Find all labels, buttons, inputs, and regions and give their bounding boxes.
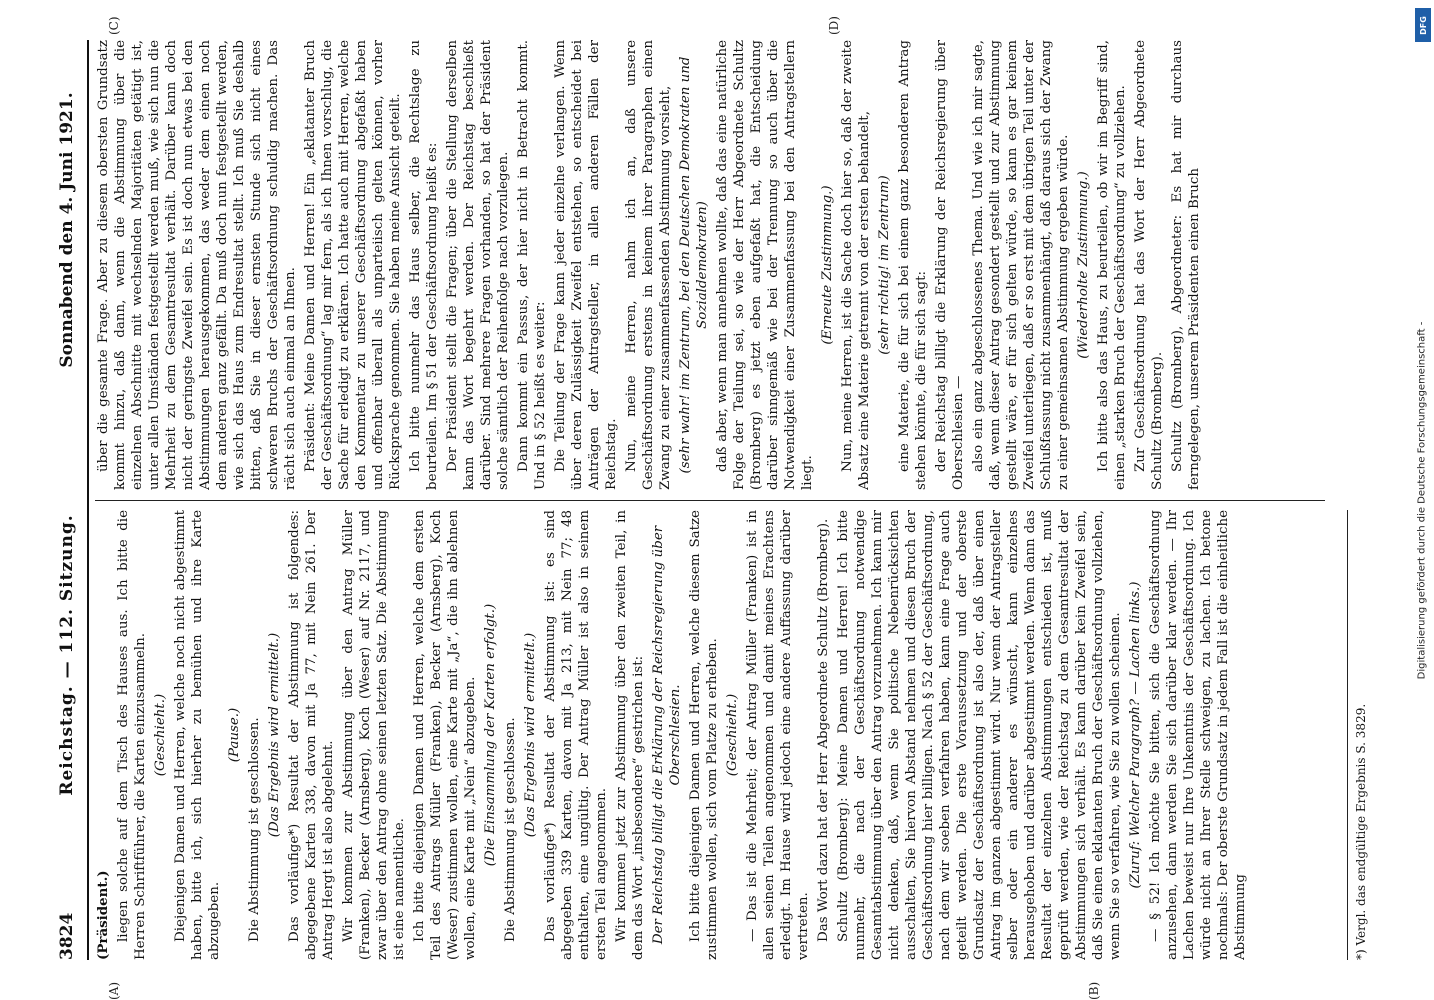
paragraph: (Das Ergebnis wird ermittelt.) bbox=[523, 632, 538, 838]
paragraph: Nun, meine Herren, ist die Sache doch hier so, daß der zweite Absatz eine Materie getrennt von der ersten behandelt, bbox=[840, 40, 872, 490]
paragraph: (Geschieht.) bbox=[725, 693, 740, 777]
page-number: 3824 bbox=[57, 912, 77, 960]
paragraph: Wir kommen zur Abstimmung über den Antrag Müller (Franken), Becker (Arnsberg), Koch (Weser) auf Nr. 2117, und zwar über den Antrag ohne seinen letzten Satz. Die Abstimmung ist eine namentliche. bbox=[341, 510, 407, 960]
paragraph: Der Reichstag billigt die Erklärung der Reichsregierung über Oberschlesien. bbox=[651, 525, 683, 945]
paragraph: eine Materie, die für sich bei einem ganz besonderen Antrag stehen könnte, die für sich sagt: bbox=[897, 40, 929, 490]
funding-note: Digitalisierung gefördert durch die Deutsche Forschungsgemeinschaft - bbox=[1416, 321, 1428, 679]
dfg-logo: DFG bbox=[1415, 8, 1431, 42]
paragraph: Nun, meine Herren, nahm ich an, daß unsere Geschäftsordnung erstens in keinem ihrer Paragraphen einen Zwang zu einer zusammenfassenden Abstimmung vorsieht, bbox=[624, 40, 673, 490]
paragraph: (sehr richtig! im Zentrum) bbox=[877, 175, 892, 355]
paragraph: Schultz (Bromberg), Abgeordneter: Es hat mir durchaus ferngelegen, unserem Präsidenten einen Bruch bbox=[1170, 40, 1202, 490]
paragraph: Das vorläufige*) Resultat der Abstimmung ist folgendes: abgegebene Karten 338, davon mit Ja 77, mit Nein 261. Der Antrag Hergt ist also abgelehnt. bbox=[287, 510, 336, 960]
paragraph: (Das Ergebnis wird ermittelt.) bbox=[267, 632, 282, 838]
page-header bbox=[47, 40, 89, 960]
paragraph: (Wiederholte Zustimmung.) bbox=[1076, 171, 1091, 359]
paragraph: (Die Einsammlung der Karten erfolgt.) bbox=[483, 603, 498, 867]
paragraph: Ich bitte diejenigen Damen und Herren, welche dem ersten Teil des Antrags Müller (Franken), Becker (Arnsberg), Koch (Weser) zustimmen wollen, eine Karte mit „Ja“, die ihn ablehnen wollen, eine Karte mit „Nein“ abzugeben. bbox=[412, 510, 478, 960]
paragraph: Der Präsident stellt die Fragen; über die Stellung derselben kann das Wort begehrt werden. Der Reichstag beschließt darüber. Sind mehrere Fragen vorhanden, so hat der Präsident solche sämtlich der Reihenfolge nach vorzulegen. bbox=[445, 40, 511, 490]
paragraph: (Zuruf: Welcher Paragraph? — Lachen links.) bbox=[1128, 581, 1143, 889]
paragraph: Das Wort dazu hat der Herr Abgeordnete Schultz (Bromberg). bbox=[816, 518, 831, 942]
right-column bbox=[95, 40, 1345, 490]
footnote: *) Vergl. das endgültige Ergebnis S. 3829. bbox=[1347, 510, 1368, 960]
paragraph: über die gesamte Frage. Aber zu diesem obersten Grundsatz kommt hinzu, daß dann, wenn die Abstimmung über die einzelnen Abschnitte mit wechselnden Majoritäten getätigt ist, unter allen Umständen festgestellt werden muß, wie sich nun die Mehrheit zu dem Gesamtresultat verhält. Darüber kann doch nicht der geringste Zweifel sein. Es ist doch nun etwas bei den Abstimmungen herausgekommen, das weder dem einen noch dem anderen ganz gefällt. Da muß doch nun festgestellt werden, wie sich das Haus zum Endresultat stellt. Ich muß Sie deshalb bitten, daß Sie in dieser ernsten Stunde sich nicht eines schweren Bruchs der Geschäftsordnung schuldig machen. Das rächt sich auch einmal an Ihnen. bbox=[96, 40, 298, 490]
paragraph: (Geschieht.) bbox=[153, 693, 168, 777]
rotated-document-page bbox=[47, 16, 1387, 1000]
session-title: Reichstag. — 112. Sitzung. bbox=[57, 514, 77, 796]
paragraph: (Pause.) bbox=[227, 707, 242, 763]
paragraph: (Präsident.) bbox=[95, 870, 111, 960]
margin-marker-b: (B) bbox=[1087, 981, 1101, 1000]
paragraph: daß aber, wenn man annehmen wollte, daß das eine natürliche Folge der Teilung sei, so wie der Herr Abgeordnete Schultz (Bromberg) es jetzt eben aufgefaßt hat, die Entscheidung darüber sinngemäß wie bei der Trennung so auch über die Notwendigkeit einer Zusammenfassung bei den Antragstellern liegt. bbox=[715, 40, 815, 490]
paragraph: Wir kommen jetzt zur Abstimmung über den zweiten Teil, in dem das Wort „insbesondere“ gestrichen ist: bbox=[614, 510, 646, 960]
paragraph: Diejenigen Damen und Herren, welche noch nicht abgestimmt haben, bitte ich, sich hierher zu bemühen und ihre Karte abzugeben. bbox=[173, 510, 222, 960]
paragraph: Schultz (Bromberg): Meine Damen und Herren! Ich bitte nunmehr, die nach der Geschäftsordnung notwendige Gesamtabstimmung über den Antrag vorzunehmen. Ich kann mir nicht denken, daß, wenn Sie politische Nebenrücksichten ausschalten, Sie hiervon Abstand nehmen und diesen Bruch der Geschäftsordnung hier billigen. Nach § 52 der Geschäftsordnung, nach dem wir soeben verfahren haben, kann eine Frage auch geteilt werden. Die erste Voraussetzung und der oberste Grundsatz der Geschäftsordnung ist also der, daß über einen Antrag im ganzen abgestimmt wird. Nur wenn der Antragsteller selber oder ein anderer es wünscht, kann einzelnes herausgehoben und darüber abgestimmt werden. Wenn dann das Resultat der einzelnen Abstimmungen entschieden ist, muß geprüft werden, wie der Reichstag zu dem Gesamtresultat der Abstimmungen sich verhält. Es kann darüber kein Zweifel sein, daß Sie einen eklatanten Bruch der Geschäftsordnung vollziehen, wenn Sie so verfahren, wie Sie zu wollen scheinen. bbox=[836, 510, 1123, 960]
paragraph: — § 52! Ich möchte Sie bitten, sich die Geschäftsordnung anzusehen, dann werden Sie sich darüber klar werden. — Ihr Lachen beweist nur Ihre Unkenntnis der Geschäftsordnung. Ich würde nicht an Ihrer Stelle schweigen, zu lachen. Ich betone nochmals: Der oberste Grundsatz in jedem Fall ist die einheitliche Abstimmung bbox=[1148, 510, 1248, 960]
paragraph: liegen solche auf dem Tisch des Hauses aus. Ich bitte die Herren Schriftführer, die Karten einzusammeln. bbox=[116, 510, 148, 960]
paragraph: der Reichstag billigt die Erklärung der Reichsregierung über Oberschlesien — bbox=[934, 40, 966, 490]
paragraph: Präsident: Meine Damen und Herren! Ein „eklatanter Bruch der Geschäftsordnung“ lag mir fern, als ich Ihnen vorschlug, die Sache für erledigt zu erklären. Ich hatte auch mit Herren, welche den Kommentar zu unserer Geschäftsordnung abgefaßt haben und offenbar überall als unparteiisch gelten können, vorher Rücksprache genommen. Sie haben meine Ansicht geteilt. bbox=[303, 40, 403, 490]
paragraph: Ich bitte also das Haus, zu beurteilen, ob wir im Begriff sind, einen „starken Bruch der Geschäftsordnung“ zu vollziehen. bbox=[1096, 40, 1128, 490]
session-date: Sonnabend den 4. Juni 1921. bbox=[57, 92, 77, 368]
paragraph: (sehr wahr! im Zentrum, bei den Deutschen Demokraten und Sozialdemokraten) bbox=[678, 56, 710, 474]
paragraph: Die Teilung der Frage kann jeder einzelne verlangen. Wenn über deren Zulässigkeit Zweifel entstehen, so entscheidet bei Anträgen der Antragsteller, in allen anderen Fällen der Reichstag. bbox=[553, 40, 619, 490]
margin-marker-c: (C) bbox=[107, 16, 121, 35]
paragraph: Das vorläufige*) Resultat der Abstimmung ist: es sind abgegeben 339 Karten, davon mit Ja 213, mit Nein 77; 48 enthalten, eine ungültig. Der Antrag Müller ist also in seinem ersten Teil angenommen. bbox=[543, 510, 609, 960]
paragraph: Dann kommt ein Passus, der hier nicht in Betracht kommt. Und in § 52 heißt es weiter: bbox=[516, 40, 548, 490]
paragraph: Zur Geschäftsordnung hat das Wort der Herr Abgeordnete Schultz (Bromberg). bbox=[1133, 40, 1165, 490]
margin-marker-a: (A) bbox=[107, 981, 121, 1000]
paragraph: Die Abstimmung ist geschlossen. bbox=[247, 717, 262, 942]
left-column bbox=[95, 510, 1345, 960]
paragraph: (Erneute Zustimmung.) bbox=[820, 185, 835, 345]
column-divider bbox=[95, 500, 1325, 501]
paragraph: Ich bitte nunmehr das Haus selber, die Rechtslage zu beurteilen. Im § 51 der Geschäftsordnung heißt es: bbox=[408, 40, 440, 490]
paragraph: also ein ganz abgeschlossenes Thema. Und wie ich mir sagte, daß, wenn dieser Antrag gesondert gestellt und zur Abstimmung gestellt wäre, er für sich gelten würde, so kann es gar keinem Zweifel unterliegen, daß er so erst mit dem übrigen Teil unter der Schlußfassung nicht zusammenhängt, daß daraus sich der Zwang zu einer gemeinsamen Abstimmung ergeben würde. bbox=[971, 40, 1071, 490]
margin-marker-d: (D) bbox=[827, 16, 841, 35]
paragraph: Die Abstimmung ist geschlossen. bbox=[503, 717, 518, 942]
paragraph: — Das ist die Mehrheit; der Antrag Müller (Franken) ist in allen seinen Teilen angenommen und damit meines Erachtens erledigt. Im Hause wird jedoch eine andere Auffassung darüber vertreten. bbox=[745, 510, 811, 960]
paragraph: Ich bitte diejenigen Damen und Herren, welche diesem Satze zustimmen wollen, sich vom Platze zu erheben. bbox=[688, 510, 720, 960]
